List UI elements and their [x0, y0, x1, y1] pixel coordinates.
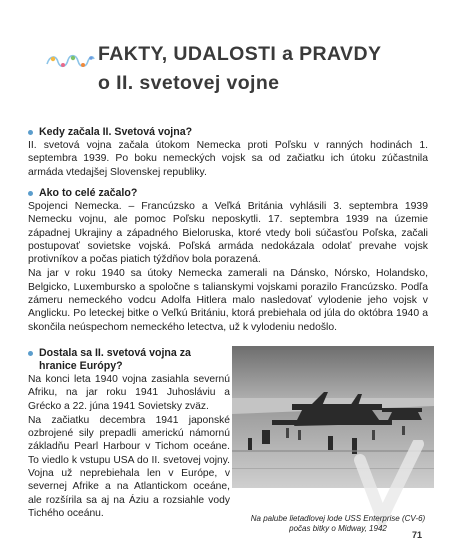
- answer-paragraph: Na jar v roku 1940 sa útoky Nemecka zamerali na Dánsko, Nórsko, Holandsko, Belgicko, Luxembursko a spoločne s talianskymi vojskami porazilo Francúzsko. Podľa zámeru nemeckého vodcu Adolfa Hitlera malo nasledovať vylodenie jeho vojsk v Anglicku. Po leteckej bitke o Veľkú Britániu, ktorá prebiehala od júla do októbra 1940 a skončila neúspechom nemeckého letectva, už k vylodeniu nedošlo.: [28, 268, 428, 333]
- qa-section-when: [28, 126, 428, 179]
- question-heading: [28, 347, 230, 373]
- caption-line-1: Na palube lietadlovej lode USS Enterprise (CV-6): [250, 514, 426, 523]
- question-heading: [28, 187, 428, 200]
- section-logo-icon: [44, 50, 96, 72]
- caption-line-2: počas bitky o Midway, 1942: [289, 524, 387, 533]
- photo-caption: [240, 514, 436, 534]
- bullet-icon: [28, 351, 33, 356]
- question-heading: [28, 126, 428, 139]
- answer-paragraph: Spojenci Nemecka. – Francúzsko a Veľká Británia vyhlásili 3. septembra 1939 Nemecku vojnu, ale pomoc Poľsku neposkytli. 17. septembra 1939 na územie západnej Ukrajiny a západného Bieloruska, ktoré vtedy boli súčasťou Poľska, začali postupovať sovietske vojská. Poľská armáda nedokázala odolať prevahe vojsk protivníkov a počas piatich týždňov bola porazená.: [28, 201, 428, 266]
- bullet-icon: [28, 130, 33, 135]
- question-text: Dostala sa II. svetová vojna za hranice Európy?: [39, 347, 191, 372]
- answer-paragraph: Na konci leta 1940 vojna zasiahla severnú Afriku, na jar roku 1941 Juhosláviu a Grécko a 22. júna 1941 Sovietsky zväz.: [28, 374, 230, 412]
- page-title: FAKTY, UDALOSTI a PRAVDY: [98, 43, 382, 65]
- bullet-icon: [28, 191, 33, 196]
- question-text: Kedy začala II. Svetová vojna?: [39, 126, 193, 138]
- answer-paragraph: Na začiatku decembra 1941 japonské ozbrojené sily prepadli americkú námornú základňu Pearl Harbour v Tichom oceáne. To viedlo k vstupu USA do II. svetovej vojny. Vojna už neprebiehala len v Európe, v severnej Afrike a na Atlantickom oceáne, ale rozšírila sa aj na Áziu a rozsiahle vody Tichého oceánu.: [28, 414, 230, 519]
- qa-section-how: [28, 187, 428, 334]
- answer-paragraph: II. svetová vojna začala útokom Nemecka proti Poľsku v ranných hodinách 1. septembra 1939. Po boku nemeckých vojsk sa od začiatku ich útoku zúčastnila armáda vtedajšej Slovenskej republiky.: [28, 140, 428, 178]
- page-number: 71: [412, 530, 423, 540]
- question-text: Ako to celé začalo?: [39, 187, 138, 199]
- qa-section-beyond-europe: [28, 347, 230, 520]
- page-subtitle: o II. svetovej vojne: [98, 72, 280, 94]
- aircraft-carrier-photo: [232, 346, 434, 488]
